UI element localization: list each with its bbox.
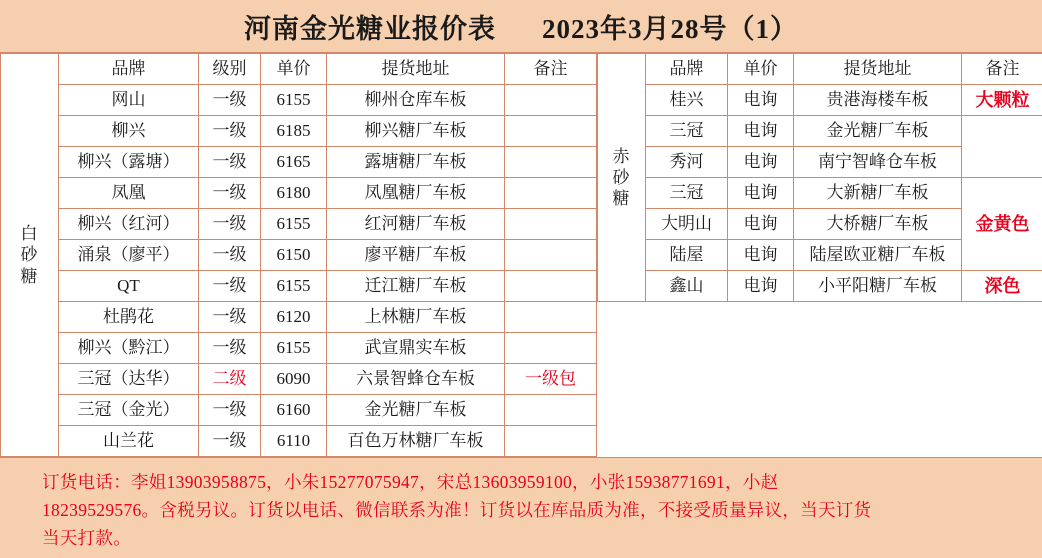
cell-brand: QT [59, 271, 199, 302]
cell-address: 南宁智峰仓车板 [794, 147, 962, 178]
cell-note [505, 271, 597, 302]
page-date: 2023年3月28号（1） [542, 13, 798, 44]
cell-grade: 一级 [199, 271, 261, 302]
cell-price: 电询 [728, 209, 794, 240]
cell-address: 大桥糖厂车板 [794, 209, 962, 240]
cell-address: 陆屋欧亚糖厂车板 [794, 240, 962, 271]
cell-grade: 一级 [199, 426, 261, 457]
cell-grade: 一级 [199, 395, 261, 426]
column-header-price: 单价 [728, 54, 794, 85]
cell-address: 上林糖厂车板 [327, 302, 505, 333]
table-row [1, 364, 597, 395]
cell-address: 凤凰糖厂车板 [327, 178, 505, 209]
page-title: 河南金光糖业报价表 [244, 13, 496, 44]
table-row [1, 209, 597, 240]
cell-brand: 桂兴 [646, 85, 728, 116]
tables-container [0, 52, 1042, 458]
cell-grade: 一级 [199, 240, 261, 271]
table-row [1, 85, 597, 116]
cell-note: 一级包 [505, 364, 597, 395]
cell-price: 6150 [261, 240, 327, 271]
cell-address: 柳州仓库车板 [327, 85, 505, 116]
cell-brand: 大明山 [646, 209, 728, 240]
cell-address: 大新糖厂车板 [794, 178, 962, 209]
brown-sugar-table [597, 53, 1042, 302]
cell-grade: 一级 [199, 209, 261, 240]
cell-note [505, 302, 597, 333]
page-header [0, 0, 1042, 52]
cell-price: 6165 [261, 147, 327, 178]
cell-price: 电询 [728, 85, 794, 116]
cell-note [505, 85, 597, 116]
cell-brand: 网山 [59, 85, 199, 116]
category-brown-sugar: 赤 砂 糖 [598, 54, 646, 302]
footer-line-2: 18239529576。含税另议。订货以电话、微信联系为准！订货以在库品质为准，不接受质量异议，当天订货 [42, 500, 872, 520]
cell-grade: 一级 [199, 333, 261, 364]
column-header-price: 单价 [261, 54, 327, 85]
cell-brand: 三冠（金光） [59, 395, 199, 426]
cell-note: 大颗粒 [962, 85, 1042, 116]
column-header-note: 备注 [505, 54, 597, 85]
cell-note [962, 116, 1042, 178]
cell-address: 廖平糖厂车板 [327, 240, 505, 271]
table-row [598, 271, 1042, 302]
cell-brand: 鑫山 [646, 271, 728, 302]
column-header-note: 备注 [962, 54, 1042, 85]
cell-note [505, 147, 597, 178]
cell-address: 贵港海楼车板 [794, 85, 962, 116]
cell-price: 6155 [261, 271, 327, 302]
column-header-address: 提货地址 [794, 54, 962, 85]
cell-brand: 三冠（达华） [59, 364, 199, 395]
table-row [1, 240, 597, 271]
table-row [1, 147, 597, 178]
column-header-address: 提货地址 [327, 54, 505, 85]
table-row [1, 271, 597, 302]
table-row [1, 333, 597, 364]
table-row [1, 395, 597, 426]
cell-price: 6160 [261, 395, 327, 426]
cell-note [505, 240, 597, 271]
cell-brand: 杜鹃花 [59, 302, 199, 333]
cell-price: 6110 [261, 426, 327, 457]
column-header-brand: 品牌 [59, 54, 199, 85]
cell-price: 电询 [728, 116, 794, 147]
cell-grade: 二级 [199, 364, 261, 395]
cell-brand: 三冠 [646, 116, 728, 147]
cell-brand: 山兰花 [59, 426, 199, 457]
footer-notice [0, 458, 1042, 558]
cell-brand: 柳兴（露塘） [59, 147, 199, 178]
cell-address: 金光糖厂车板 [794, 116, 962, 147]
cell-note [505, 116, 597, 147]
table-header-row [1, 54, 597, 85]
table-row [1, 426, 597, 457]
cell-price: 6120 [261, 302, 327, 333]
cell-price: 电询 [728, 147, 794, 178]
white-sugar-table [0, 53, 597, 457]
cell-note: 金黄色 [962, 178, 1042, 271]
cell-price: 6155 [261, 209, 327, 240]
cell-address: 金光糖厂车板 [327, 395, 505, 426]
column-header-brand: 品牌 [646, 54, 728, 85]
table-row [1, 178, 597, 209]
cell-price: 6180 [261, 178, 327, 209]
cell-note [505, 426, 597, 457]
cell-address: 百色万林糖厂车板 [327, 426, 505, 457]
cell-price: 6090 [261, 364, 327, 395]
cell-address: 武宣鼎实车板 [327, 333, 505, 364]
cell-price: 6185 [261, 116, 327, 147]
table-row [598, 178, 1042, 209]
cell-price: 电询 [728, 240, 794, 271]
cell-brand: 陆屋 [646, 240, 728, 271]
cell-brand: 秀河 [646, 147, 728, 178]
cell-price: 电询 [728, 178, 794, 209]
cell-grade: 一级 [199, 302, 261, 333]
cell-brand: 柳兴（黔江） [59, 333, 199, 364]
table-row [598, 116, 1042, 147]
cell-note: 深色 [962, 271, 1042, 302]
cell-brand: 柳兴 [59, 116, 199, 147]
cell-brand: 凤凰 [59, 178, 199, 209]
cell-grade: 一级 [199, 116, 261, 147]
cell-address: 六景智蜂仓车板 [327, 364, 505, 395]
cell-address: 小平阳糖厂车板 [794, 271, 962, 302]
cell-brand: 涌泉（廖平） [59, 240, 199, 271]
cell-address: 柳兴糖厂车板 [327, 116, 505, 147]
cell-note [505, 333, 597, 364]
cell-grade: 一级 [199, 147, 261, 178]
cell-note [505, 209, 597, 240]
cell-address: 红河糖厂车板 [327, 209, 505, 240]
cell-brand: 三冠 [646, 178, 728, 209]
table-row [598, 85, 1042, 116]
cell-note [505, 395, 597, 426]
cell-address: 迁江糖厂车板 [327, 271, 505, 302]
cell-price: 6155 [261, 333, 327, 364]
column-header-grade: 级别 [199, 54, 261, 85]
category-white-sugar: 白 砂 糖 [1, 54, 59, 457]
cell-price: 6155 [261, 85, 327, 116]
cell-note [505, 178, 597, 209]
cell-address: 露塘糖厂车板 [327, 147, 505, 178]
table-header-row [598, 54, 1042, 85]
footer-line-1: 订货电话：李姐13903958875，小朱15277075947，宋总13603959100，小张15938771691，小赵 [42, 472, 779, 492]
cell-grade: 一级 [199, 85, 261, 116]
cell-brand: 柳兴（红河） [59, 209, 199, 240]
cell-price: 电询 [728, 271, 794, 302]
cell-grade: 一级 [199, 178, 261, 209]
footer-line-3: 当天打款。 [42, 528, 131, 548]
table-row [1, 116, 597, 147]
table-row [1, 302, 597, 333]
